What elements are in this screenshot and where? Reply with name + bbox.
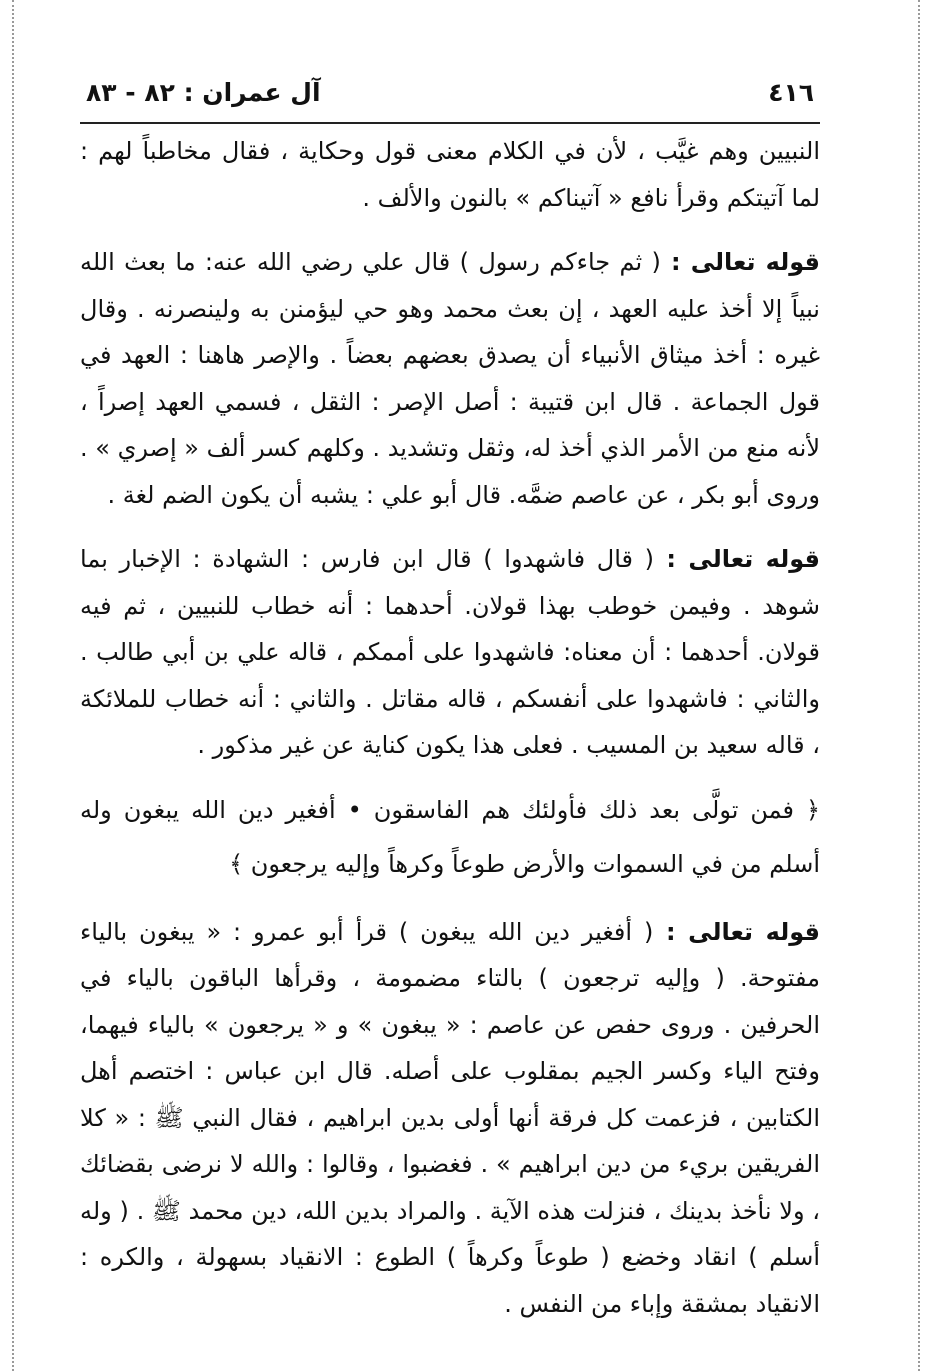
paragraph-witness bbox=[80, 536, 820, 769]
paragraph-religion bbox=[80, 909, 820, 1328]
page-header bbox=[80, 66, 820, 118]
paragraph-intro bbox=[80, 128, 820, 221]
right-margin-dots bbox=[918, 0, 920, 1371]
paragraph-lead: قوله تعالى : bbox=[660, 248, 821, 276]
paragraph-text: ( قال فاشهدوا ) قال ابن فارس : الشهادة : الإخبار بما شوهد . وفيمن خوطب بهذا قولان. أحدهما : أنه خطاب للنبيين ، ثم فيه قولان. أحدهما : أن معناه: فاشهدوا على أممكم ، قاله علي بن أبي طالب . والثاني : فاشهدوا على أنفسكم ، قاله مقاتل . والثاني : أنه خطاب للملائكة ، قاله سعيد بن المسيب . فعلى هذا يكون كناية عن غير مذكور . bbox=[80, 545, 820, 759]
page-number: ٤١٦ bbox=[768, 77, 814, 107]
header-rule bbox=[80, 122, 820, 124]
paragraph-text: ( ثم جاءكم رسول ) قال علي رضي الله عنه: ما بعث الله نبياً إلا أخذ عليه العهد ، إن بعث محمد وهو حي ليؤمنن به ولينصرنه . وقال غيره : أخذ ميثاق الأنبياء أن يصدق بعضهم بعضاً . والإصر هاهنا : العهد في قول الجماعة . قال ابن قتيبة : أصل الإصر : الثقل ، فسمي العهد إصراً ، لأنه منع من الأمر الذي أخذ له، وثقل وتشديد . وكلهم كسر ألف « إصري » . وروى أبو بكر ، عن عاصم ضمَّه. قال أبو علي : يشبه أن يكون الضم لغة . bbox=[80, 248, 820, 509]
paragraph-text: ( أفغير دين الله يبغون ) قرأ أبو عمرو : « يبغون بالياء مفتوحة. ( وإليه ترجعون ) بالتاء مضمومة ، وقرأها الباقون بالياء في الحرفين . وروى حفص عن عاصم : « يبغون » و « يرجعون » بالياء فيهما، وفتح الياء وكسر الجيم بمقلوب على أصله. قال ابن عباس : اختصم أهل الكتابين ، فزعمت كل فرقة أنها أولى بدين ابراهيم ، فقال النبي ﷺ : « كلا الفريقين بريء من دين ابراهيم » . فغضبوا ، وقالوا : والله لا نرضى بقضائك ، ولا نأخذ بدينك ، فنزلت هذه الآية . والمراد بدين الله، دين محمد ﷺ . ( وله أسلم ) انقاد وخضع ( طوعاً وكرهاً ) الطوع : الانقياد بسهولة ، والكره : الانقياد بمشقة وإباء من النفس . bbox=[80, 917, 820, 1318]
left-margin-dots bbox=[12, 0, 14, 1371]
paragraph-messenger bbox=[80, 239, 820, 518]
paragraph-text: النبيين وهم غيَّب ، لأن في الكلام معنى قول وحكاية ، فقال مخاطباً لهم : لما آتيتكم وقرأ نافع « آتيناكم » بالنون والألف . bbox=[80, 137, 820, 212]
paragraph-lead: قوله تعالى : bbox=[653, 917, 820, 946]
surah-title: آل عمران : ٨٢ - ٨٣ bbox=[86, 77, 321, 107]
book-page bbox=[80, 66, 820, 1327]
paragraph-lead: قوله تعالى : bbox=[654, 545, 821, 573]
quran-verse bbox=[80, 783, 820, 891]
verse-text: ﴿ فمن تولَّى بعد ذلك فأولئك هم الفاسقون • أفغير دين الله يبغون وله أسلم من في السموات والأرض طوعاً وكرهاً وإليه يرجعون ﴾ bbox=[80, 795, 820, 878]
